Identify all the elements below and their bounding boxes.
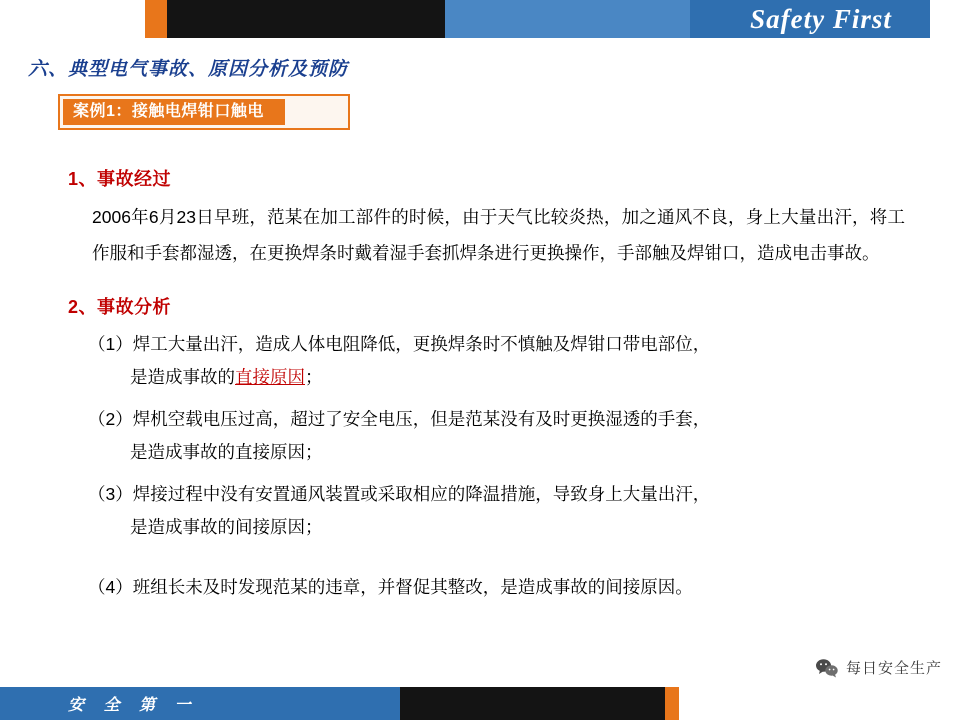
analysis-item-main: （1）焊工大量出汗，造成人体电阻降低，更换焊条时不慎触及焊钳口带电部位， — [88, 334, 711, 354]
analysis-item-sub-suffix: ； — [305, 367, 323, 387]
heading-accident-process: 1、事故经过 — [68, 169, 172, 189]
analysis-item-sub: 是造成事故的直接原因； — [130, 442, 323, 462]
analysis-item-sub: 是造成事故的间接原因； — [130, 517, 323, 537]
banner-band-black — [167, 0, 445, 38]
top-banner — [0, 0, 960, 38]
footer-text: 安 全 第 一 — [68, 695, 198, 714]
banner-band-orange — [145, 0, 167, 38]
analysis-item-main: （4）班组长未及时发现范某的违章，并督促其整改，是造成事故的间接原因。 — [88, 577, 693, 597]
footer-band-white — [679, 687, 960, 720]
case-label: 案例1：接触电焊钳口触电 — [63, 99, 285, 125]
slide-content — [0, 165, 960, 604]
heading-accident-analysis: 2、事故分析 — [68, 297, 172, 317]
paragraph-accident-process: 2006年6月23日早班，范某在加工部件的时候，由于天气比较炎热，加之通风不良，身上大量出汗，将工作服和手套都湿透，在更换焊条时戴着湿手套抓焊条进行更换操作，手部触及焊钳口，造成电击事故。 — [92, 207, 905, 263]
analysis-item — [88, 403, 920, 469]
analysis-item-sub-prefix: 是造成事故的 — [130, 367, 235, 387]
analysis-item-sub — [130, 361, 920, 394]
footer-band-black — [400, 687, 665, 720]
analysis-item — [88, 328, 920, 394]
analysis-item — [88, 571, 920, 604]
banner-band-blue-light — [445, 0, 690, 38]
analysis-item — [88, 478, 920, 544]
analysis-item-sub-highlight: 直接原因 — [235, 367, 305, 387]
footer-band-blue — [0, 687, 400, 720]
analysis-item-main: （3）焊接过程中没有安置通风装置或采取相应的降温措施，导致身上大量出汗， — [88, 484, 711, 504]
wechat-label: 每日安全生产 — [845, 660, 942, 677]
wechat-tag — [815, 657, 942, 678]
banner-title: Safety First — [750, 4, 892, 34]
section-title: 六、典型电气事故、原因分析及预防 — [28, 58, 349, 80]
analysis-item-main: （2）焊机空载电压过高，超过了安全电压，但是范某没有及时更换湿透的手套， — [88, 409, 711, 429]
bottom-bar — [0, 687, 960, 720]
footer-band-orange — [665, 687, 679, 720]
wechat-icon — [815, 658, 839, 678]
banner-band-white — [0, 0, 145, 38]
